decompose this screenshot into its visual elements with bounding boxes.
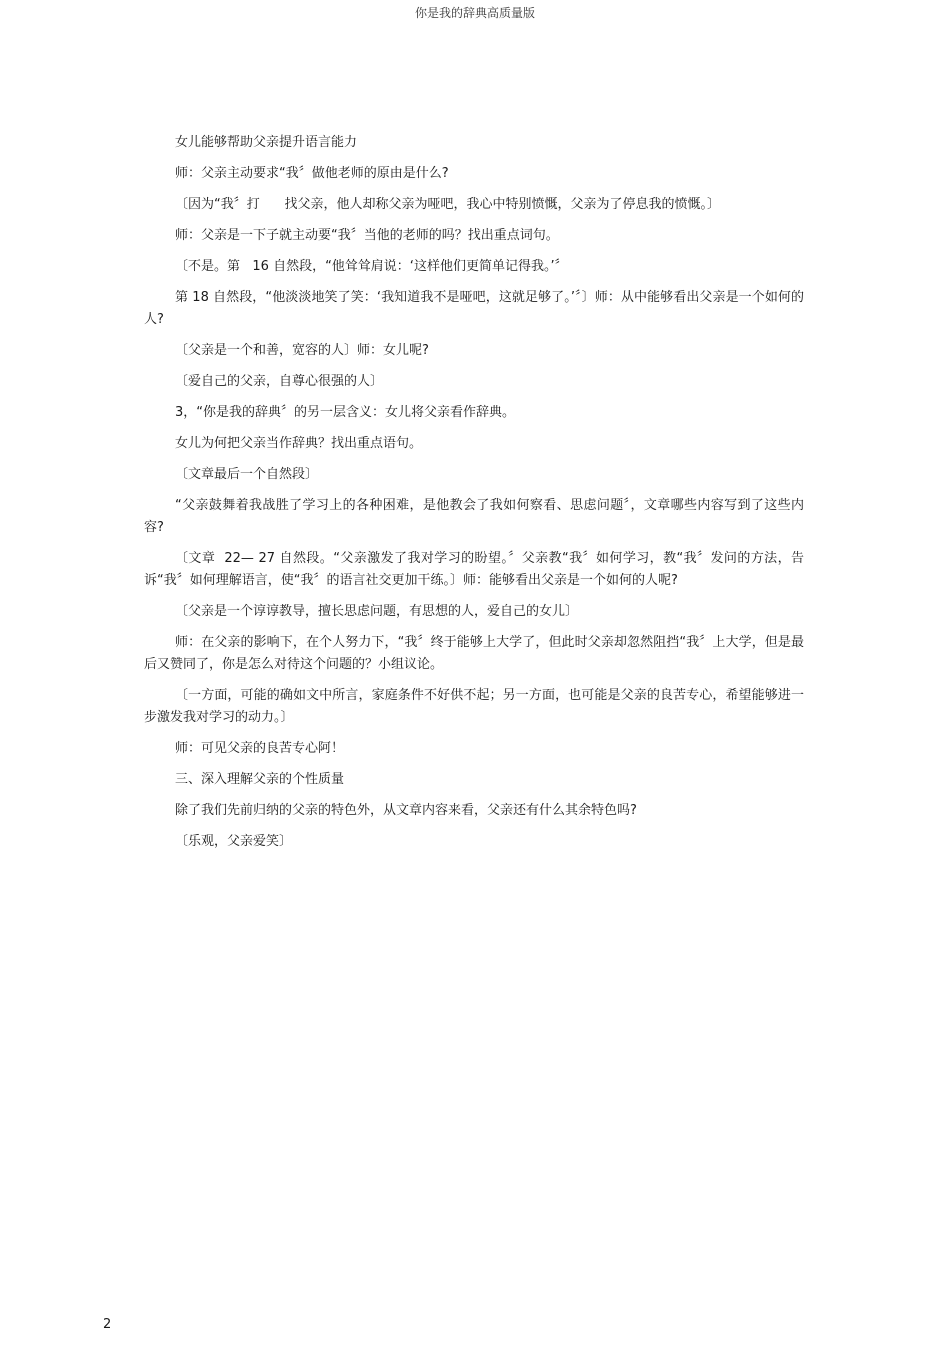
paragraph: 〔一方面，可能的确如文中所言，家庭条件不好供不起；另一方面，也可能是父亲的良苦专心，希望能够进一步激发我对学习的动力。〕 [144,688,804,725]
page-number: 2 [103,1317,112,1332]
paragraph: 师：父亲是一下子就主动要“我〞当他的老师的吗？找出重点词句。 [175,228,559,243]
page-header-title: 你是我的辞典高质量版 [414,6,535,20]
paragraph: 师：父亲主动要求“我〞做他老师的原由是什么? [175,166,449,181]
paragraph: 师：可见父亲的良苦专心阿！ [175,741,345,756]
paragraph: 〔爱自己的父亲，自尊心很强的人〕 [175,374,384,389]
paragraph: 〔不是。第 16 自然段，“他耸耸肩说：‘这样他们更简单记得我。’〞 [175,259,568,274]
paragraph: 〔父亲是一个谆谆教导，擅长思虑问题，有思想的人，爱自己的女儿〕 [175,604,579,619]
document-body [144,132,804,862]
paragraph: 3，“你是我的辞典〞的另一层含义：女儿将父亲看作辞典。 [175,405,516,420]
paragraph: 除了我们先前归纳的父亲的特色外，从文章内容来看，父亲还有什么其余特色吗? [175,803,637,818]
paragraph: “父亲鼓舞着我战胜了学习上的各种困难，是他教会了我如何察看、思虑问题〞，文章哪些内容写到了这些内容? [144,498,804,535]
paragraph: 〔父亲是一个和善，宽容的人〕师：女儿呢? [175,343,429,358]
section-heading: 三、深入理解父亲的个性质量 [175,772,345,787]
paragraph: 第 18 自然段，“他淡淡地笑了笑：‘我知道我不是哑吧，这就足够了。’〞〕师：从中能够看出父亲是一个如何的人? [144,290,804,327]
paragraph: 〔文章 22— 27 自然段。“父亲激发了我对学习的盼望。〞父亲教“我〞如何学习，教“我〞发问的方法，告诉“我〞如何理解语言，使“我〞的语言社交更加干练。〕师：能够看出父亲是一个如何的人呢? [144,551,804,588]
paragraph: 师：在父亲的影响下，在个人努力下，“我〞终于能够上大学了，但此时父亲却忽然阻挡“我〞上大学，但是最后又赞同了，你是怎么对待这个问题的？小组议论。 [144,635,804,672]
paragraph: 女儿能够帮助父亲提升语言能力 [175,135,358,150]
paragraph: 〔文章最后一个自然段〕 [175,467,319,482]
paragraph: 〔乐观，父亲爱笑〕 [175,834,293,849]
paragraph: 女儿为何把父亲当作辞典？找出重点语句。 [175,436,423,451]
paragraph: 〔因为“我〞打 找父亲，他人却称父亲为哑吧，我心中特别愤慨，父亲为了停息我的愤慨。〕 [175,197,721,212]
